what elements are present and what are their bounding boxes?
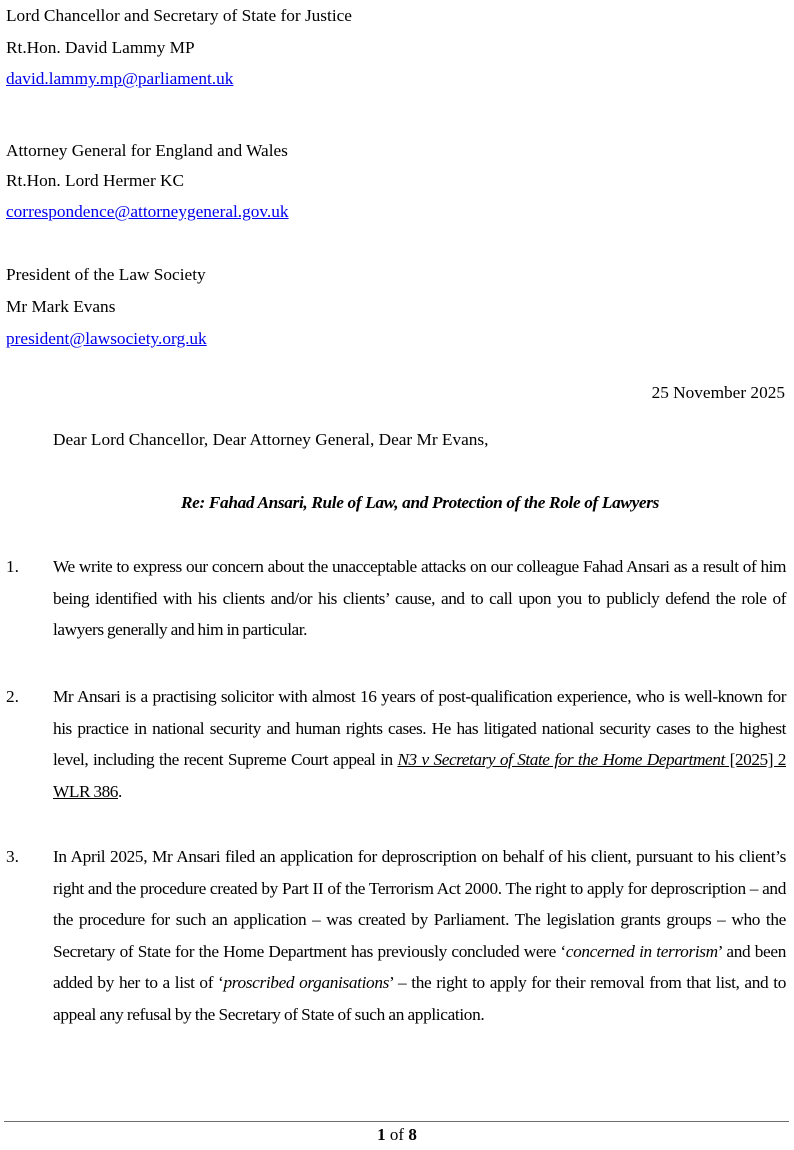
case-law-report-reference: [2025] 2 WLR 386 [53,750,786,801]
quoted-term-concerned-in-terrorism: concerned in terrorism [565,941,718,961]
salutation: Dear Lord Chancellor, Dear Attorney General, Dear Mr Evans, [53,430,489,449]
paragraph-text-part-2: ’ and been added by her to a list of ‘ [53,941,786,992]
recipient-3-name: Mr Mark Evans [6,297,116,316]
page-of-label: of [385,1125,409,1144]
paragraph-text-part-1: In April 2025, Mr Ansari filed an application for deproscription on behalf of his client, pursuant to his client’s right and the procedure created by Part II of the Terrorism Act 2000. The right to apply for deproscription – and the procedure for such an application – was created by Parliament. The legislation grants groups – who the Secretary of State for the Home Department has previously concluded were ‘ [53,847,786,961]
case-name-citation: N3 v Secretary of State for the Home Department [397,750,725,769]
subject-line: Re: Fahad Ansari, Rule of Law, and Protection of the Role of Lawyers [180,493,659,512]
recipient-1-email-link[interactable]: david.lammy.mp@parliament.uk [6,69,234,88]
paragraph-2 [6,681,786,807]
recipient-2-title: Attorney General for England and Wales [6,141,288,160]
recipient-3-title: President of the Law Society [6,265,206,284]
recipient-1-name: Rt.Hon. David Lammy MP [6,38,195,57]
paragraph-1 [6,551,786,647]
paragraph-3 [6,841,786,1061]
paragraph-number: 2. [6,687,19,706]
paragraph-number: 3. [6,847,19,866]
footer-divider [4,1121,789,1122]
paragraph-text: We write to express our concern about the unacceptable attacks on our colleague Fahad Ansari as a result of him being identified with his clients and/or his clients’ cause, and to call upon you to publicly defend the role of lawyers generally and him in particular. [53,557,786,639]
quoted-term-proscribed-organisations: proscribed organisations [223,973,390,992]
page-footer [0,1125,794,1145]
current-page-number: 1 [377,1125,386,1144]
paragraph-text [53,681,786,807]
letter-date: 25 November 2025 [651,383,785,402]
recipient-2-name: Rt.Hon. Lord Hermer KC [6,171,185,190]
paragraph-text-body: Mr Ansari is a practising solicitor with almost 16 years of post-qualification experience, who is well-known for his practice in national security and human rights cases. He has litigated national security cases to the highest level, including the recent Supreme Court appeal in [53,687,786,769]
recipient-1-title: Lord Chancellor and Secretary of State for Justice [6,6,352,25]
recipient-2-email-link[interactable]: correspondence@attorneygeneral.gov.uk [6,202,289,221]
paragraph-text-part-3: ’ – the right to apply for their removal from that list, and to appeal any refusal by the Secretary of State of such an application. [53,973,786,1024]
paragraph-text-end: . [118,781,122,801]
paragraph-number: 1. [6,557,19,576]
total-page-count: 8 [408,1125,417,1144]
paragraph-text [53,841,786,1030]
recipient-3-email-link[interactable]: president@lawsociety.org.uk [6,329,207,348]
